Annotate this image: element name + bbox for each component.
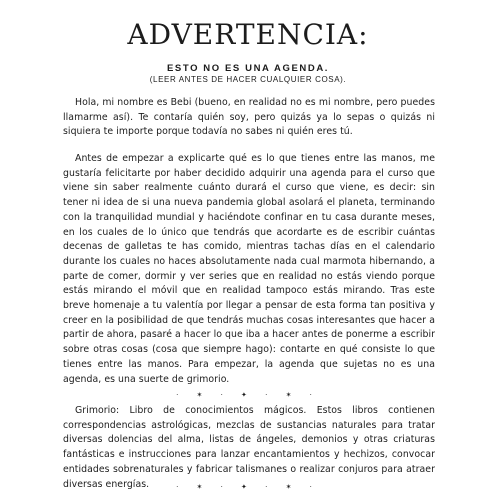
page-title: ADVERTENCIA: [127,18,369,51]
page-subtitle: ESTO NO ES UNA AGENDA. [166,63,330,74]
paragraph-intro: Hola, mi nombre es Bebi (bueno, en realidad no es mi nombre, pero puedes llamarme así). Te contaría quién soy, pero quizás ya lo sepas o quizás ni siquiera te importe porque todavía no sabes ni quién eres tú. [63,97,435,138]
star-divider-icon: · ✶ · ✦ · ✶ · [176,483,320,491]
paragraph-grimorio: Grimorio: Libro de conocimientos mágicos. Estos libros contienen correspondencias astrológicas, mezclas de sustancias naturales para tratar diversas dolencias del alma, listas de ángeles, demonios y otras criaturas fantásticas e instrucciones para lanzar encantamientos y hechizos, convocar entidades sobrenaturales y fabricar talismanes o realizar conjuros para atraer diversas energías. [63,405,435,490]
page-subnote: (LEER ANTES DE HACER CUALQUIER COSA). [149,75,347,84]
paragraph-agenda: Antes de empezar a explicarte qué es lo que tienes entre las manos, me gustaría felicitarte por haber decidido adquirir una agenda para el curso que viene sin saber realmente cuánto durará el curso que viene, es decir: sin tener ni idea de si una nueva pandemia global asolará el planeta, terminando con la tranquilidad mundial y haciéndote confinar en tu casa durante meses, en los cuales de lo único que tendrás que acordarte es de escribir cuántas decenas de galletas te has comido, mientras tachas días en el calendario durante los cuales no haces absolutamente nada cual marmota hibernando, a parte de comer, dormir y ver series que en realidad no estás viendo porque estás mirando el móvil que en realidad tampoco estás mirando. Tras este breve homenaje a tu valentía por llegar a pensar de esta forma tan positiva y creer en la posibilidad de que tendrás muchas cosas interesantes que hacer a partir de ahora, pasaré a hacer lo que iba a hacer antes de ponerme a escribir sobre otras cosas (cosa que siempre hago): contarte en qué consiste lo que tienes entre las manos. Para empezar, la agenda que sujetas no es una agenda, es una suerte de grimorio. [63,153,435,385]
star-divider-icon: · ✶ · ✦ · ✶ · [176,391,320,399]
